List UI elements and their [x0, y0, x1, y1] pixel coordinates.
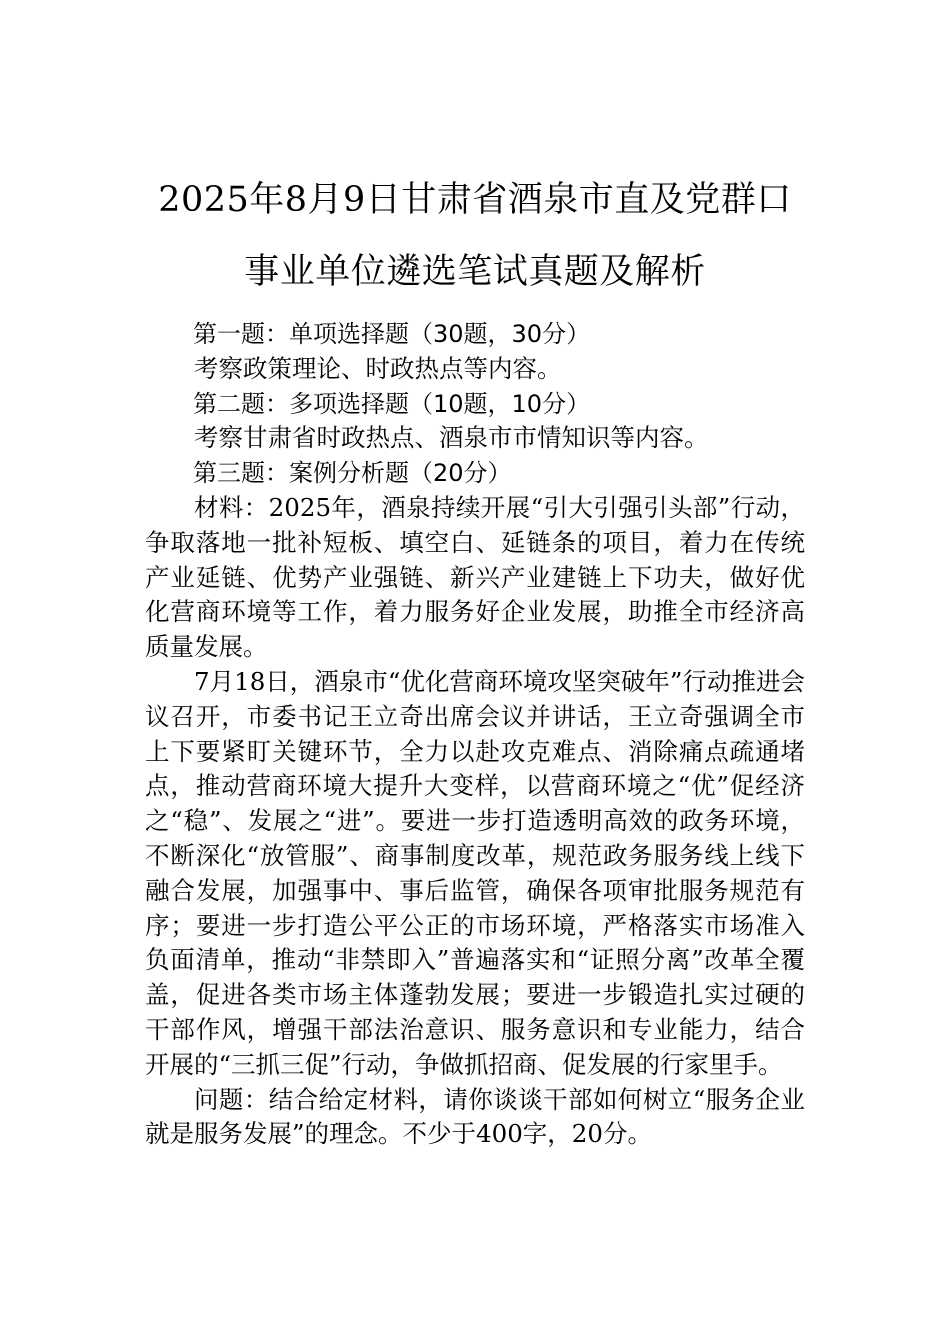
document-title-line-2: 事业单位遴选笔试真题及解析	[244, 252, 706, 292]
document-title-line-1: 2025年8月9日甘肃省酒泉市直及党群口	[158, 180, 792, 220]
section1-description: 考察政策理论、时政热点等内容。	[194, 353, 562, 383]
section3-heading: 第三题：案例分析题（20分）	[193, 459, 512, 488]
section1-heading: 第一题：单项选择题（30题，30分）	[193, 320, 591, 348]
section2-heading: 第二题：多项选择题（10题，10分）	[193, 389, 591, 418]
material-paragraph-1: 材料：2025年，酒泉持续开展“引大引强引头部”行动，争取落地一批补短板、填空白、延链条的项目，着力在传统产业延链、优势产业强链、新兴产业建链上下功夫，做好优化营商环境等工作，着力服务好企业发展，助推全市经济高质量发展。	[145, 492, 805, 662]
question-paragraph: 问题：结合给定材料，请你谈谈干部如何树立“服务企业就是服务发展”的理念。不少于400字，20分。	[145, 1084, 805, 1149]
document-body	[145, 317, 805, 1152]
document-content	[145, 165, 805, 1149]
material-paragraph-2: 7月18日，酒泉市“优化营商环境攻坚突破年”行动推进会议召开，市委书记王立奇出席会议并讲话，王立奇强调全市上下要紧盯关键环节，全力以赴攻克难点、消除痛点疏通堵点，推动营商环境大提升大变样，以营商环境之“优”促经济之“稳”、发展之“进”。要进一步打造透明高效的政务环境，不断深化“放管服”、商事制度改革，规范政务服务线上线下融合发展，加强事中、事后监管，确保各项审批服务规范有序；要进一步打造公平公正的市场环境，严格落实市场准入负面清单，推动“非禁即入”普遍落实和“证照分离”改革全覆盖，促进各类市场主体蓬勃发展；要进一步锻造扎实过硬的干部作风，增强干部法治意识、服务意识和专业能力，结合开展的“三抓三促”行动，争做抓招商、促发展的行家里手。	[145, 666, 805, 1079]
section2-description: 考察甘肃省时政热点、酒泉市市情知识等内容。	[194, 423, 709, 453]
